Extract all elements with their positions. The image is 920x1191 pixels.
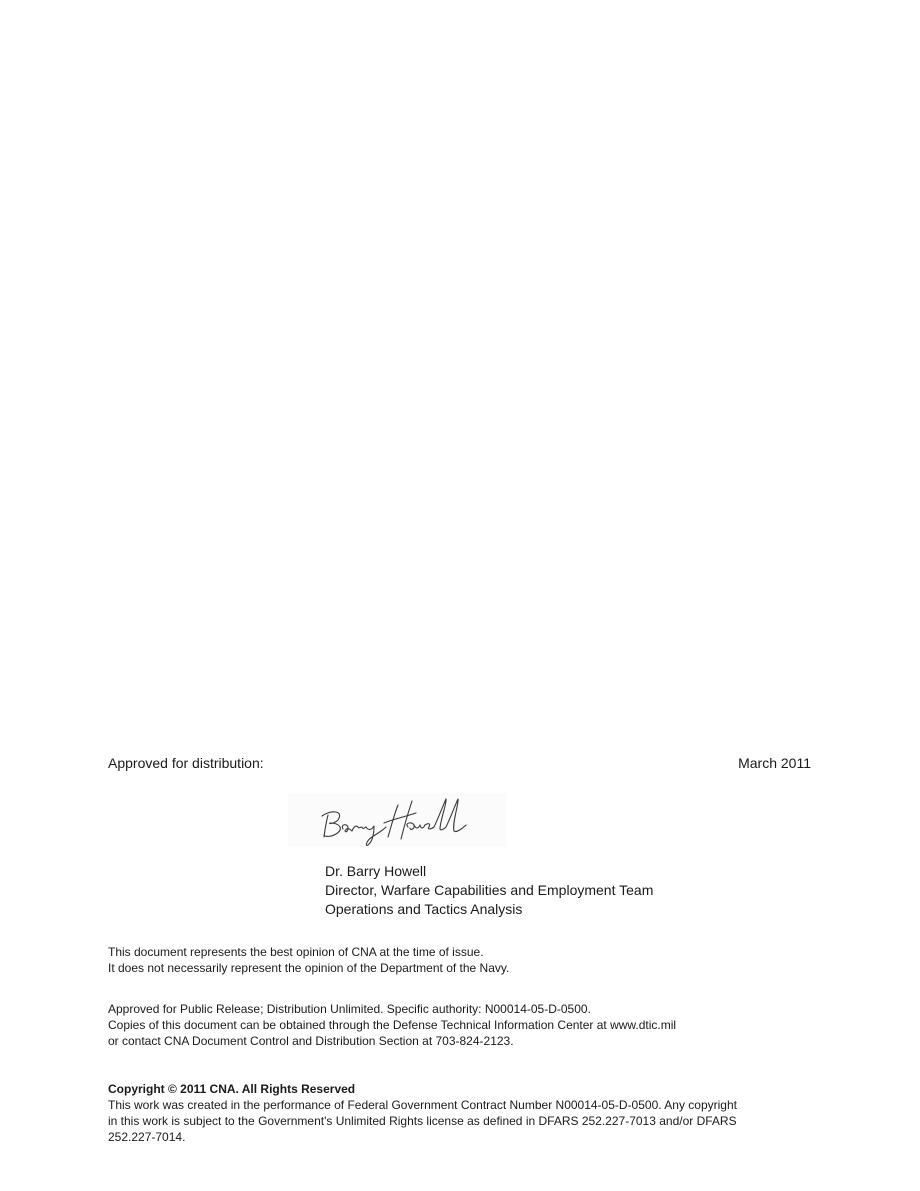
release-line: or contact CNA Document Control and Distribution Section at 703-824-2123. bbox=[108, 1034, 514, 1048]
copyright-line: 252.227-7014. bbox=[108, 1130, 186, 1144]
signer-title: Director, Warfare Capabilities and Employment Team bbox=[325, 882, 654, 898]
release-line: Approved for Public Release; Distribution Unlimited. Specific authority: N00014-05-D-0500. bbox=[108, 1002, 591, 1016]
copyright-block bbox=[108, 1081, 818, 1145]
copyright-title: Copyright © 2011 CNA. All Rights Reserved bbox=[108, 1082, 356, 1096]
copyright-line: in this work is subject to the Government's Unlimited Rights license as defined in DFARS 252.227-7013 and/or DFARS bbox=[108, 1114, 737, 1128]
disclaimer-line: It does not necessarily represent the opinion of the Department of the Navy. bbox=[108, 961, 510, 975]
signer-name: Dr. Barry Howell bbox=[325, 863, 427, 879]
disclaimer-line: This document represents the best opinion of CNA at the time of issue. bbox=[108, 945, 484, 959]
signer-division: Operations and Tactics Analysis bbox=[325, 901, 523, 917]
signer-block bbox=[325, 862, 653, 919]
signature-image bbox=[288, 793, 506, 847]
signature-graphic bbox=[288, 793, 506, 847]
disclaimer-block bbox=[108, 944, 509, 976]
approval-date: March 2011 bbox=[738, 755, 811, 771]
approval-label: Approved for distribution: bbox=[108, 755, 264, 771]
release-block bbox=[108, 1001, 676, 1049]
release-line: Copies of this document can be obtained through the Defense Technical Information Center at www.dtic.mil bbox=[108, 1018, 677, 1032]
copyright-line: This work was created in the performance of Federal Government Contract Number N00014-05-D-0500. Any copyright bbox=[108, 1098, 737, 1112]
